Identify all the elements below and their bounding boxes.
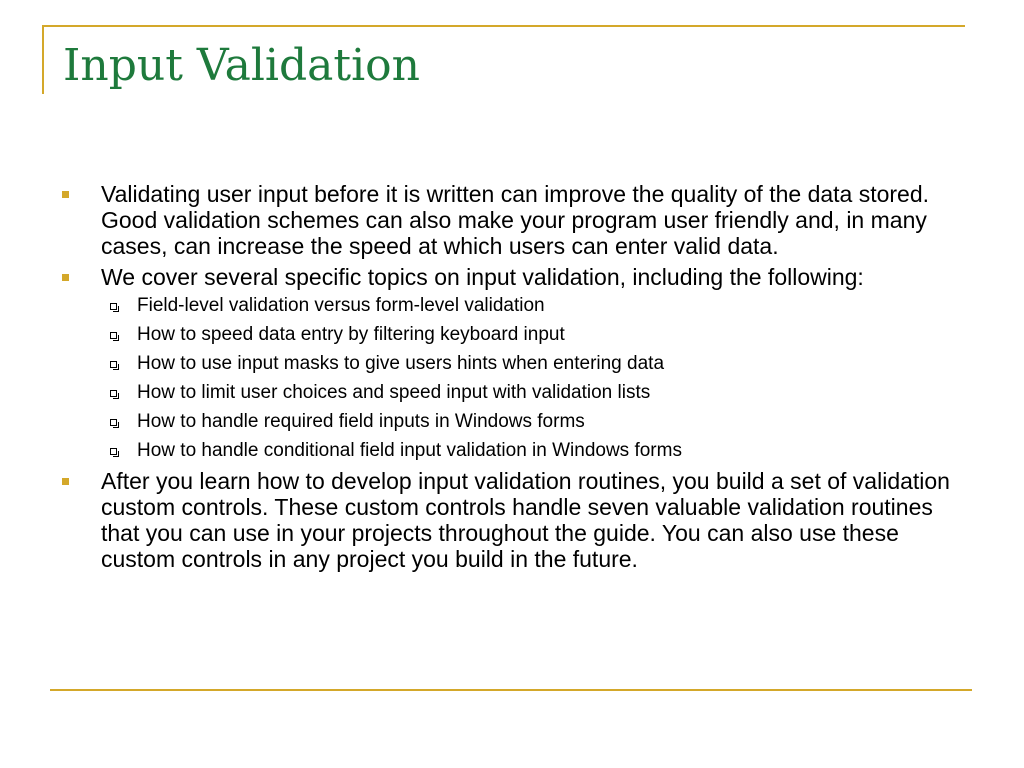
sub-bullet-text: How to handle required field inputs in Windows forms <box>137 411 585 432</box>
bullet-text: Validating user input before it is written can improve the quality of the data stored. Good validation schemes can also make your program user friendly and, in many cases, can increase the speed at which users can enter valid data. <box>101 181 930 259</box>
square-bullet-icon <box>62 274 69 281</box>
sub-bullet-text: How to speed data entry by filtering keyboard input <box>137 324 565 345</box>
sub-bullet-text: How to limit user choices and speed input with validation lists <box>137 382 651 403</box>
sub-bullet-item <box>101 323 972 347</box>
sub-bullet-text: Field-level validation versus form-level validation <box>137 295 545 316</box>
sub-bullet-item <box>101 439 972 463</box>
bullet-text: After you learn how to develop input validation routines, you build a set of validation custom controls. These custom controls handle seven valuable validation routines that you can use in your projects throughout the guide. You can also use these custom controls in any project you build in the future. <box>101 468 950 572</box>
bullet-item <box>62 264 972 463</box>
slide-title: Input Validation <box>63 40 420 91</box>
hollow-square-bullet-icon <box>110 361 117 368</box>
bullet-item <box>62 468 972 572</box>
bottom-rule <box>50 689 972 691</box>
sub-bullet-list <box>101 294 972 463</box>
left-rule <box>42 25 44 94</box>
sub-bullet-text: How to use input masks to give users hints when entering data <box>137 353 665 374</box>
bullet-item <box>62 181 972 259</box>
hollow-square-bullet-icon <box>110 303 117 310</box>
sub-bullet-item <box>101 410 972 434</box>
sub-bullet-item <box>101 352 972 376</box>
hollow-square-bullet-icon <box>110 332 117 339</box>
top-rule <box>42 25 965 27</box>
sub-bullet-item <box>101 294 972 318</box>
slide-body <box>62 181 972 577</box>
bullet-text: We cover several specific topics on input validation, including the following: <box>101 264 864 290</box>
bullet-list <box>62 181 972 572</box>
square-bullet-icon <box>62 478 69 485</box>
hollow-square-bullet-icon <box>110 390 117 397</box>
sub-bullet-item <box>101 381 972 405</box>
hollow-square-bullet-icon <box>110 419 117 426</box>
hollow-square-bullet-icon <box>110 448 117 455</box>
square-bullet-icon <box>62 191 69 198</box>
sub-bullet-text: How to handle conditional field input validation in Windows forms <box>137 440 682 461</box>
